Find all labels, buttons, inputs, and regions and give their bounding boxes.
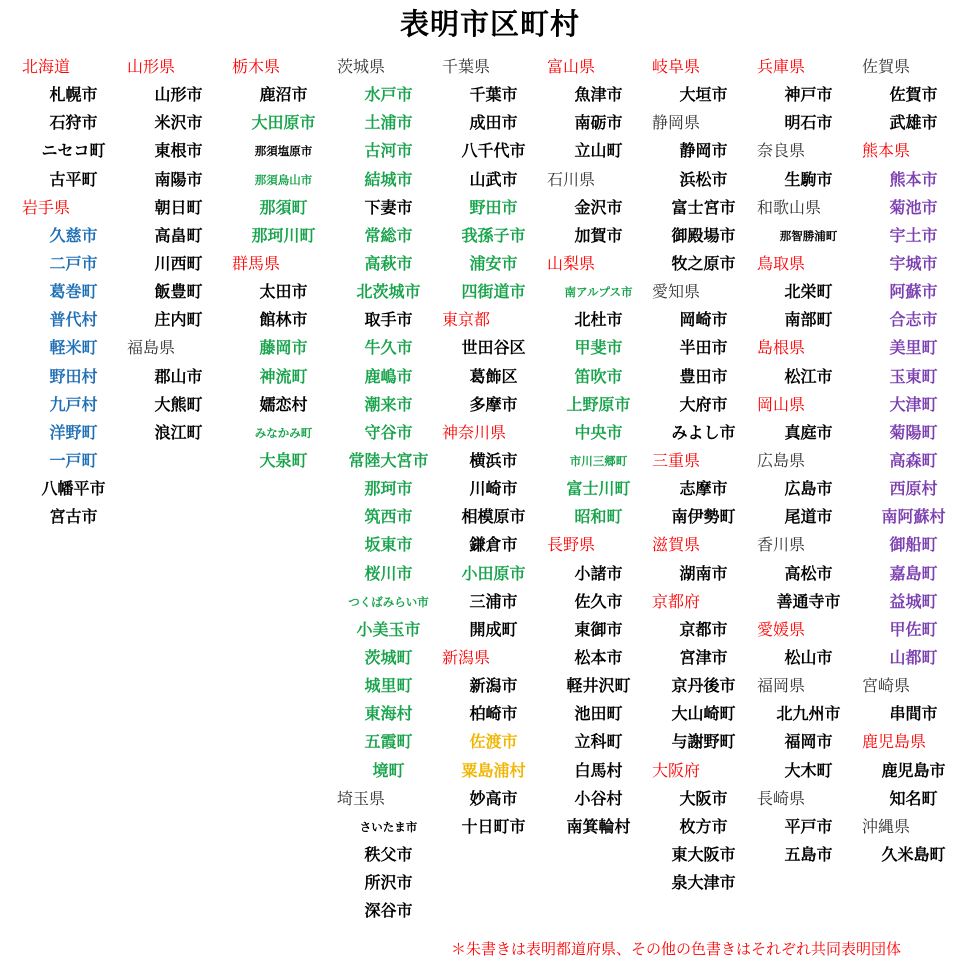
municipality-label: 八千代市 [461,141,526,161]
municipality-label: 大府市 [679,394,728,414]
municipality-label: 北茨城市 [356,282,421,302]
prefecture-label: 鳥取県 [757,253,806,273]
municipality-label: 御殿場市 [671,225,736,245]
municipality-label: 五島市 [784,844,833,864]
municipality-label: 東根市 [154,141,203,161]
prefecture-label: 広島県 [757,450,806,470]
municipality-label: 玉東町 [889,366,938,386]
municipality-label: 中央市 [574,422,623,442]
municipality-label: さいたま市 [359,819,418,834]
municipality-label: 北九州市 [776,704,841,724]
municipality-label: つくばみらい市 [348,594,429,609]
prefecture-label: 茨城県 [337,57,386,76]
column-1 [22,53,127,531]
municipality-label: 五霞町 [364,732,413,752]
municipality-label: 大木町 [784,760,833,780]
prefecture-label: 大阪府 [652,760,701,780]
prefecture-label: 東京都 [442,310,491,330]
municipality-label: 尾道市 [784,507,833,527]
municipality-label: 南箕輪村 [566,816,631,836]
prefecture-label: 新潟県 [442,647,491,667]
municipality-label: 静岡市 [679,141,728,161]
municipality-label: 南部町 [784,310,833,330]
municipality-label: 北栄町 [784,282,833,302]
municipality-label: 常総市 [364,225,413,245]
municipality-label: 善通寺市 [776,591,841,611]
municipality-label: 那須烏山市 [254,172,313,187]
column-7 [652,53,757,897]
municipality-label: 湖南市 [679,563,728,583]
municipality-label: 世田谷区 [461,338,526,358]
municipality-label: 豊田市 [679,366,728,386]
footnote: ＊朱書きは表明都道府県、その他の色書きはそれぞれ共同表明団体 [451,940,902,958]
municipality-label: 志摩市 [679,479,728,499]
prefecture-label: 山梨県 [547,253,596,273]
municipality-label: 札幌市 [49,85,98,105]
municipality-label: 立科町 [574,732,623,752]
municipality-label: 上野原市 [566,394,631,414]
municipality-label: 大泉町 [259,450,308,470]
prefecture-label: 愛媛県 [757,619,806,639]
municipality-label: 小諸市 [574,563,623,583]
prefecture-label: 和歌山県 [757,197,822,217]
municipality-label: 新潟市 [469,676,518,696]
municipality-label: 粟島浦村 [461,760,526,780]
municipality-label: 結城市 [364,169,413,189]
municipality-label: 普代村 [49,310,98,330]
municipality-label: 開成町 [469,619,518,639]
municipality-label: 金沢市 [574,197,623,217]
page-title: 表明市区町村 [399,7,580,41]
prefecture-label: 栃木県 [232,57,281,76]
prefecture-label: 兵庫県 [757,57,806,76]
municipality-label: 我孫子市 [461,225,526,245]
prefecture-label: 埼玉県 [337,788,386,808]
municipality-label: 柏崎市 [469,704,518,724]
municipality-label: 東海村 [364,704,413,724]
municipality-label: 山都町 [889,647,938,667]
prefecture-label: 島根県 [757,338,806,358]
prefecture-label: 鹿児島県 [862,732,927,752]
municipality-label: 三浦市 [469,591,518,611]
municipality-label: 山武市 [469,169,518,189]
municipality-label: 福岡市 [784,732,833,752]
municipality-label: 市川三郷町 [569,453,628,468]
municipality-label: 取手市 [364,310,413,330]
municipality-label: 武雄市 [889,113,938,133]
prefecture-label: 宮崎県 [862,676,911,696]
municipality-label: 松本市 [574,647,623,667]
municipality-label: 知名町 [889,788,938,808]
prefecture-label: 群馬県 [232,253,281,273]
municipality-label: 松江市 [784,366,833,386]
municipality-label: 二戸市 [49,253,98,273]
municipality-label: 葛巻町 [49,282,98,302]
prefecture-label: 愛知県 [652,282,701,302]
prefecture-label: 佐賀県 [862,57,911,76]
municipality-label: 守谷市 [364,422,413,442]
municipality-label: 桜川市 [364,563,413,583]
prefecture-label: 北海道 [22,57,71,76]
municipality-label: 石狩市 [49,113,98,133]
municipality-label: 久米島町 [881,844,946,864]
municipality-label: 大垣市 [679,85,728,105]
municipality-label: 鎌倉市 [469,535,518,555]
municipality-label: 那須町 [259,197,308,217]
municipality-label: 阿蘇市 [889,282,938,302]
municipality-label: 東御市 [574,619,623,639]
municipality-label: 菊陽町 [889,422,938,442]
municipality-label: 土浦市 [364,113,413,133]
prefecture-label: 長崎県 [757,788,806,808]
municipality-label: 大田原市 [251,113,316,133]
municipality-label: 浦安市 [469,253,518,273]
municipality-label: 明石市 [784,113,833,133]
municipality-label: 松山市 [784,647,833,667]
prefecture-label: 神奈川県 [442,422,507,442]
municipality-label: 甲佐町 [889,619,938,639]
prefecture-label: 福島県 [127,338,176,358]
prefecture-label: 沖縄県 [862,816,911,836]
municipality-label: 御船町 [889,535,938,555]
municipality-label: 妙高市 [469,788,518,808]
municipality-label: 那須塩原市 [254,144,313,159]
municipality-label: 高森町 [889,450,938,470]
municipality-label: 神流町 [259,366,308,386]
municipality-label: 飯豊町 [154,282,203,302]
municipality-label: 古河市 [364,141,413,161]
municipality-label: 宇土市 [889,225,938,245]
municipality-label: 浪江町 [154,422,203,442]
municipality-label: 南伊勢町 [671,507,736,527]
municipality-label: 枚方市 [679,816,728,836]
prefecture-label: 岡山県 [757,394,806,414]
municipality-label: 洋野町 [49,422,98,442]
municipality-label: 小谷村 [574,788,623,808]
municipality-label: 大阪市 [679,788,728,808]
municipality-label: 与謝野町 [671,732,736,752]
municipality-label: 串間市 [889,704,938,724]
municipality-label: 南アルプス市 [564,285,633,300]
municipality-label: 四街道市 [461,282,526,302]
municipality-label: 古平町 [49,169,98,189]
municipality-label: 那珂川町 [251,225,316,245]
municipality-label: 高萩市 [364,253,413,273]
municipality-label: 小美玉市 [356,619,421,639]
column-4 [337,53,442,925]
municipality-label: 千葉市 [469,85,518,105]
prefecture-label: 熊本県 [862,141,911,161]
municipality-label: 京都市 [679,619,728,639]
municipality-label: 相模原市 [461,507,526,527]
municipality-label: 大熊町 [154,394,203,414]
municipality-label: 熊本市 [889,169,938,189]
municipality-label: みなかみ町 [254,425,313,440]
municipality-label: 大津町 [889,394,938,414]
municipality-label: 十日町市 [461,816,526,836]
municipality-label: 藤岡市 [259,338,308,358]
municipality-label: ニセコ町 [41,141,106,161]
municipality-label: 筑西市 [364,507,413,527]
municipality-label: 庄内町 [154,310,203,330]
prefecture-label: 長野県 [547,535,596,555]
municipality-label: 茨城町 [364,647,413,667]
municipality-label: 佐久市 [574,591,623,611]
municipality-label: 九戸村 [49,394,98,414]
municipality-label: 境町 [372,760,405,780]
municipality-label: 那珂市 [364,479,413,499]
prefecture-label: 山形県 [127,57,176,76]
municipality-label: 牛久市 [364,338,413,358]
municipality-label: 合志市 [889,310,938,330]
municipality-label: 平戸市 [784,816,833,836]
municipality-label: 川崎市 [469,479,518,499]
municipality-label: 嘉島町 [889,563,938,583]
municipality-label: 八幡平市 [41,479,106,499]
municipality-label: 鹿嶋市 [364,366,413,386]
municipality-label: 佐賀市 [889,85,938,105]
municipality-label: 一戸町 [49,450,98,470]
municipality-label: 美里町 [889,338,938,358]
municipality-label: 水戸市 [364,85,413,105]
municipality-label: 米沢市 [154,113,203,133]
municipality-label: 南阿蘇村 [881,507,946,527]
municipality-label: 富士宮市 [671,197,736,217]
municipality-label: 半田市 [679,338,728,358]
municipality-label: 魚津市 [574,85,623,105]
municipality-label: 館林市 [259,310,308,330]
municipality-label: 南砺市 [574,113,623,133]
prefecture-label: 福岡県 [757,676,806,696]
municipality-label: 鹿児島市 [881,760,946,780]
municipality-label: 太田市 [259,282,308,302]
municipality-label: 潮来市 [364,394,413,414]
prefecture-label: 三重県 [652,450,701,470]
municipality-label: 那智勝浦町 [779,228,838,243]
municipality-label: 北杜市 [574,310,623,330]
column-5 [442,53,547,841]
column-6 [547,53,652,841]
municipality-label: 立山町 [574,141,623,161]
municipality-label: 成田市 [469,113,518,133]
municipality-label: みよし市 [671,422,736,442]
prefecture-label: 奈良県 [757,141,806,161]
municipality-label: 横浜市 [469,450,518,470]
municipality-label: 広島市 [784,479,833,499]
municipality-label: 大山崎町 [671,704,736,724]
municipality-label: 城里町 [364,676,413,696]
municipality-label: 白馬村 [574,760,623,780]
municipality-label: 西原村 [889,479,938,499]
municipality-label: 富士川町 [566,479,631,499]
municipality-label: 南陽市 [154,169,203,189]
municipality-label: 軽井沢町 [566,676,631,696]
prefecture-label: 岩手県 [22,197,71,217]
municipality-label: 神戸市 [784,85,833,105]
municipality-label: 菊池市 [889,197,938,217]
municipality-label: 久慈市 [49,225,98,245]
municipality-label: 昭和町 [574,507,623,527]
prefecture-label: 香川県 [757,535,806,555]
municipality-label: 川西町 [154,253,203,273]
municipality-label: 佐渡市 [469,732,518,752]
column-8 [757,53,862,869]
municipality-label: 牧之原市 [671,253,736,273]
municipality-label: 常陸大宮市 [348,450,429,470]
municipality-label: 多摩市 [469,394,518,414]
municipality-label: 笛吹市 [574,366,623,386]
municipality-label: 鹿沼市 [259,85,308,105]
column-9 [862,53,967,869]
municipality-label: 高畠町 [154,225,203,245]
municipality-label: 甲斐市 [574,338,623,358]
municipality-label: 岡崎市 [679,310,728,330]
prefecture-label: 京都府 [652,591,701,611]
municipality-label: 秩父市 [364,844,413,864]
municipality-label: 益城町 [889,591,938,611]
column-2 [127,53,232,447]
municipality-label: 真庭市 [784,422,833,442]
prefecture-label: 千葉県 [442,57,491,76]
prefecture-label: 滋賀県 [652,535,701,555]
municipality-label: 郡山市 [154,366,203,386]
municipality-label: 軽米町 [49,338,98,358]
municipality-label: 宮古市 [49,507,98,527]
municipality-label: 野田村 [49,366,98,386]
prefecture-label: 石川県 [547,169,596,189]
municipality-label: 池田町 [574,704,623,724]
municipality-label: 山形市 [154,85,203,105]
municipality-label: 下妻市 [364,197,413,217]
municipality-label: 小田原市 [461,563,526,583]
prefecture-label: 静岡県 [652,113,701,133]
municipality-label: 宇城市 [889,253,938,273]
municipality-label: 生駒市 [784,169,833,189]
municipality-label: 宮津市 [679,647,728,667]
municipality-label: 浜松市 [679,169,728,189]
municipality-label: 京丹後市 [671,676,736,696]
column-3 [232,53,337,475]
prefecture-label: 富山県 [547,57,596,76]
municipality-label: 高松市 [784,563,833,583]
municipality-label: 朝日町 [154,197,203,217]
municipality-label: 所沢市 [364,873,413,893]
municipality-label: 泉大津市 [671,873,736,893]
municipality-label: 野田市 [469,197,518,217]
prefecture-label: 岐阜県 [652,57,701,76]
municipality-label: 東大阪市 [671,844,736,864]
municipality-label: 葛飾区 [469,366,518,386]
municipality-label: 加賀市 [574,225,623,245]
municipality-label: 嬬恋村 [259,394,308,414]
municipality-label: 深谷市 [364,901,413,921]
municipality-label: 坂東市 [364,535,413,555]
